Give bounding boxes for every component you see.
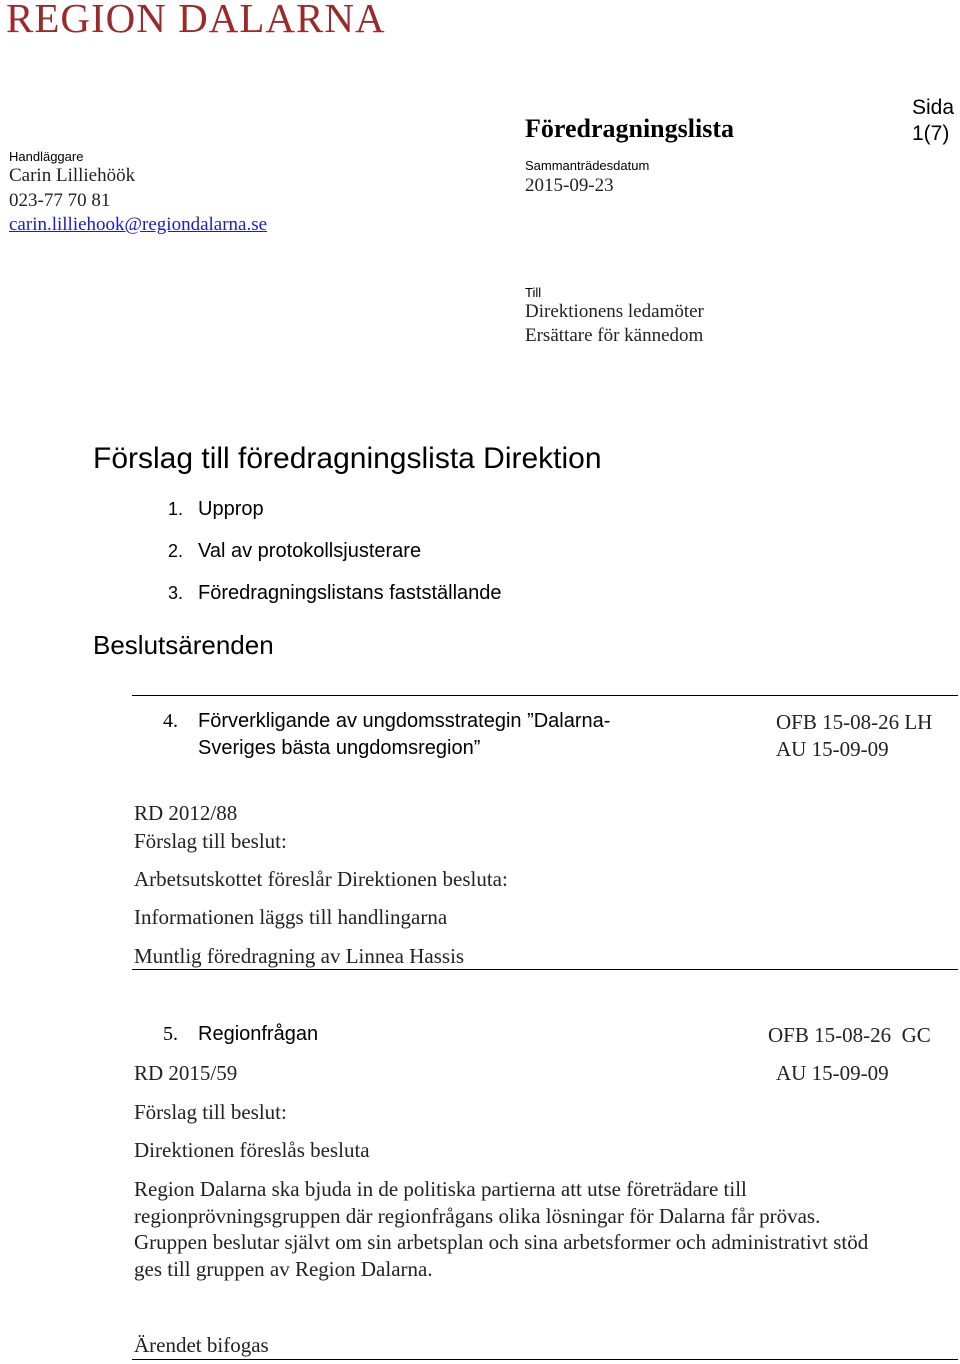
item-4-ref-ofb: OFB 15-08-26 LH bbox=[776, 710, 933, 734]
item-text: Föredragningslistans fastställande bbox=[198, 582, 502, 604]
agenda-item-2 bbox=[168, 540, 421, 563]
page-number: 1(7) bbox=[912, 122, 950, 145]
item-number: 1. bbox=[168, 499, 184, 519]
item-5-rd-number: RD 2015/59 bbox=[134, 1061, 238, 1085]
item-5-paragraph-line-3: Gruppen beslutar självt om sin arbetsplan och sina arbetsformer och administrativt stöd bbox=[134, 1230, 869, 1254]
item-text: Val av protokollsjusterare bbox=[198, 540, 422, 562]
item-4-ref-au: AU 15-09-09 bbox=[776, 737, 889, 761]
item-5-paragraph-line-1: Region Dalarna ska bjuda in de politiska partierna att utse företrädare till bbox=[134, 1177, 747, 1201]
divider bbox=[132, 695, 958, 696]
item-number: 3. bbox=[168, 583, 184, 603]
handlaggare-label: Handläggare bbox=[9, 149, 84, 164]
section-heading-beslutsarenden: Beslutsärenden bbox=[93, 630, 274, 660]
handlaggare-phone: 023-77 70 81 bbox=[9, 190, 111, 211]
handlaggare-name: Carin Lilliehöök bbox=[9, 165, 136, 186]
item-text: Upprop bbox=[198, 498, 264, 520]
item-5-proposal-label: Förslag till beslut: bbox=[134, 1100, 287, 1124]
meeting-date: 2015-09-23 bbox=[525, 175, 614, 196]
handlaggare-email-link[interactable]: carin.lilliehook@regiondalarna.se bbox=[9, 214, 268, 235]
to-label: Till bbox=[525, 285, 542, 300]
item-5-number: 5. bbox=[163, 1023, 178, 1045]
item-4-text-line-2: Informationen läggs till handlingarna bbox=[134, 905, 448, 929]
agenda-item-3 bbox=[168, 582, 502, 605]
agenda-item-1 bbox=[168, 498, 264, 521]
item-4-number: 4. bbox=[163, 710, 178, 732]
item-5-paragraph-line-4: ges till gruppen av Region Dalarna. bbox=[134, 1257, 433, 1281]
recipient-line-2: Ersättare för kännedom bbox=[525, 325, 704, 346]
item-5-text-line-1: Direktionen föreslås besluta bbox=[134, 1138, 370, 1162]
item-4-title-line-1: Förverkligande av ungdomsstrategin ”Dalarna- bbox=[198, 710, 611, 732]
item-5-ref-ofb: OFB 15-08-26 GC bbox=[768, 1023, 931, 1047]
divider bbox=[132, 969, 958, 970]
agenda-title: Förslag till föredragningslista Direktion bbox=[93, 442, 602, 475]
item-4-title-line-2: Sveriges bästa ungdomsregion” bbox=[198, 737, 481, 759]
region-dalarna-logo: REGION DALARNA bbox=[6, 0, 386, 41]
item-5-title: Regionfrågan bbox=[198, 1023, 319, 1045]
item-4-proposal-label: Förslag till beslut: bbox=[134, 829, 287, 853]
divider bbox=[132, 1359, 958, 1360]
item-5-paragraph-line-2: regionprövningsgruppen där regionfrågans olika lösningar för Dalarna får prövas. bbox=[134, 1204, 821, 1228]
item-4-rd-number: RD 2012/88 bbox=[134, 801, 238, 825]
item-5-ref-au: AU 15-09-09 bbox=[776, 1061, 889, 1085]
page-label: Sida bbox=[912, 96, 955, 119]
meeting-date-label: Sammanträdesdatum bbox=[525, 158, 650, 173]
document-title: Föredragningslista bbox=[525, 114, 734, 143]
item-number: 2. bbox=[168, 541, 184, 561]
item-4-text-line-1: Arbetsutskottet föreslår Direktionen besluta: bbox=[134, 867, 508, 891]
item-5-attachment-note: Ärendet bifogas bbox=[134, 1333, 269, 1357]
item-4-text-line-3: Muntlig föredragning av Linnea Hassis bbox=[134, 944, 465, 968]
recipient-line-1: Direktionens ledamöter bbox=[525, 301, 704, 322]
